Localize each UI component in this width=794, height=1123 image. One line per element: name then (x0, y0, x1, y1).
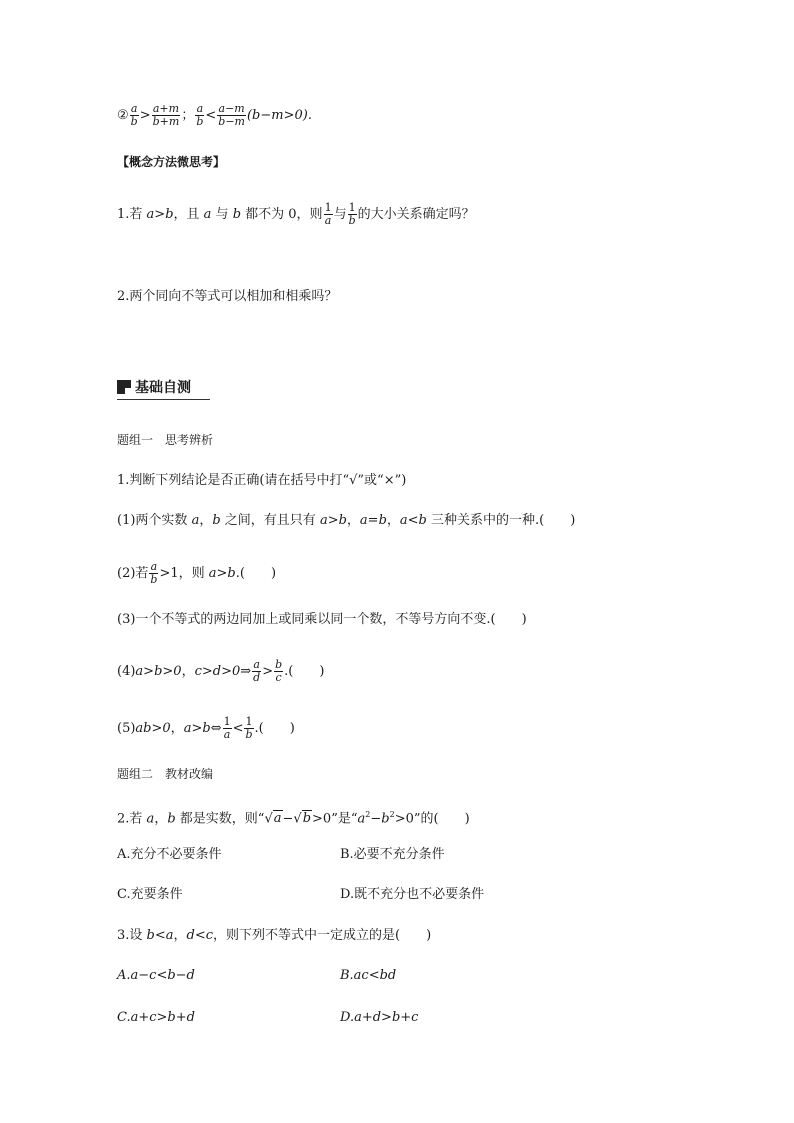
ex2-option-d: D.既不充分也不必要条件 (340, 887, 485, 902)
fraction-a-plus-m: $\frac{a+m}{b+m}$ (152, 102, 180, 128)
fraction-1-over-b-2: $\frac{1}{b}$ (245, 715, 253, 741)
question-1: 1.若 a>b，且 a 与 b 都不为 0，则 $\frac{1}{a}$ 与 $\frac{1}{b}$ 的大小关系确定吗？ (117, 201, 475, 227)
sqrt-sign-2: √ (293, 811, 302, 827)
exercise-3-stem: 3.设 b<a，d<c，则下列不等式中一定成立的是( ) (117, 928, 432, 943)
property-2-line: ② $\frac{a}{b}$ > $\frac{a+m}{b+m}$ ； $\frac{a}{b}$ < $\frac{a-m}{b-m}$ (b−m>0). (117, 102, 312, 128)
section-heading (117, 377, 191, 397)
fraction-a-over-b-3: $\frac{a}{b}$ (150, 560, 158, 586)
fraction-a-over-b-2: $\frac{a}{b}$ (196, 102, 204, 128)
ex2-option-b: B.必要不充分条件 (340, 847, 445, 862)
exercise-1-item-2: (2)若 $\frac{a}{b}$ >1，则 a>b.( ) (117, 560, 277, 586)
fraction-1-over-b: $\frac{1}{b}$ (348, 201, 356, 227)
exercise-2-stem: 2.若 a，b 都是实数，则“√a−√b>0”是“$a^2-b^2>0$”的( ) (117, 810, 470, 827)
fraction-a-minus-m: $\frac{a-m}{b-m}$ (218, 102, 245, 128)
group-2-heading: 题组二 教材改编 (117, 767, 214, 781)
sqrt-sign: √ (264, 811, 273, 827)
fraction-1-over-a: $\frac{1}{a}$ (324, 201, 332, 227)
ex2-option-c: C.充要条件 (117, 887, 183, 902)
section-title: 基础自测 (135, 380, 191, 396)
section-underline (117, 399, 210, 400)
ex3-option-a: A.a−c<b−d (117, 968, 195, 983)
ex3-option-c: C.a+c>b+d (117, 1010, 195, 1025)
fraction-b-over-c: $\frac{b}{c}$ (275, 658, 283, 684)
fraction-1-over-a-2: $\frac{1}{a}$ (223, 715, 231, 741)
fraction-a-over-b: $\frac{a}{b}$ (130, 102, 138, 128)
fraction-a-over-d: $\frac{a}{d}$ (253, 658, 261, 684)
ex2-option-a: A.充分不必要条件 (117, 847, 222, 862)
section-square-icon (117, 380, 131, 394)
ex3-option-b: B.ac<bd (340, 968, 397, 983)
exercise-1-stem: 1.判断下列结论是否正确(请在括号中打“√”或“×”) (117, 473, 407, 488)
exercise-1-item-4: (4)a>b>0，c>d>0⇒ $\frac{a}{d}$ > $\frac{b}{c}$ .( ) (117, 658, 325, 684)
question-2: 2.两个同向不等式可以相加和相乘吗？ (117, 289, 338, 304)
group-1-heading: 题组一 思考辨析 (117, 433, 214, 447)
exercise-1-item-3: (3)一个不等式的两边同加上或同乘以同一个数，不等号方向不变.( ) (117, 612, 527, 627)
circled-number: ② (117, 108, 129, 123)
exercise-1-item-5: (5)ab>0，a>b⇔ $\frac{1}{a}$ < $\frac{1}{b}$ .( ) (117, 715, 295, 741)
exercise-1-item-1: (1)两个实数 a，b 之间，有且只有 a>b，a=b，a<b 三种关系中的一种.( ) (117, 513, 576, 528)
concept-heading: 【概念方法微思考】 (117, 155, 226, 169)
ex3-option-d: D.a+d>b+c (340, 1010, 419, 1025)
